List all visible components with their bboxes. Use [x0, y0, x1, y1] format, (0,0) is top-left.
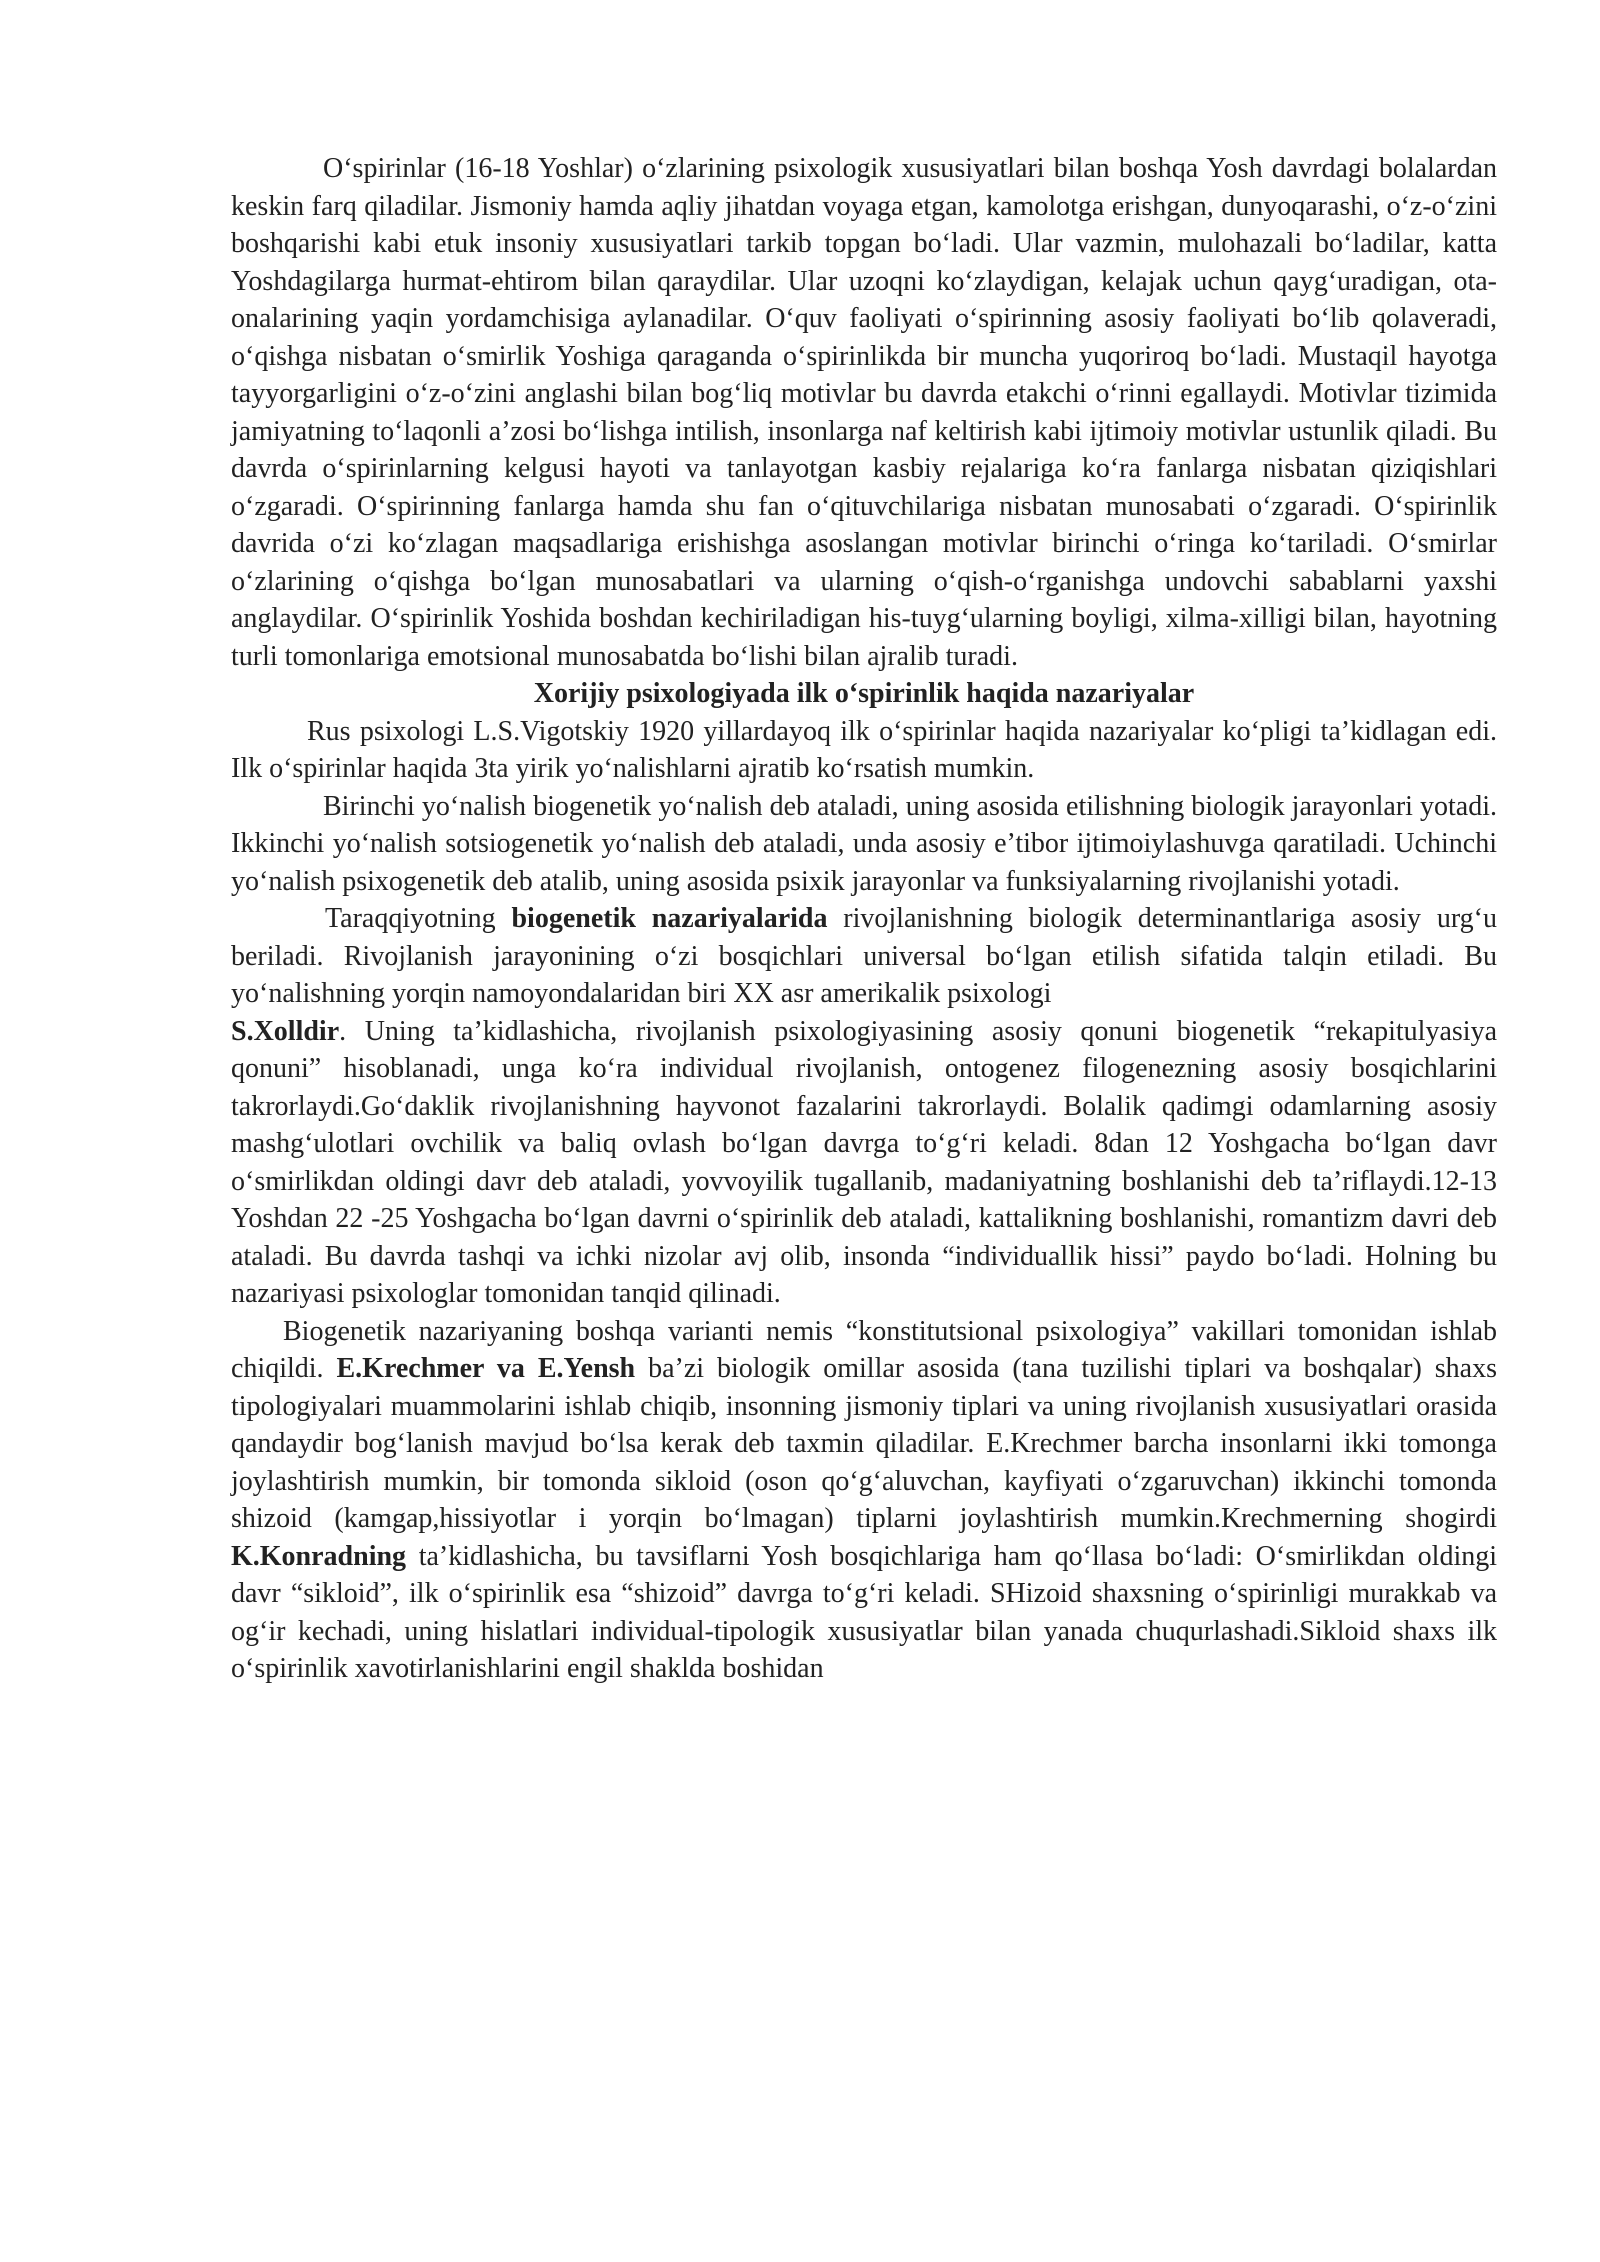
- paragraph-vigotskiy: Rus psixologi L.S.Vigotskiy 1920 yillardayoq ilk o‘spirinlar haqida nazariyalar ko‘pligi ta’kidlagan edi. Ilk o‘spirinlar haqida 3ta yirik yo‘nalishlarni ajratib ko‘rsatish mumkin.: [231, 715, 1497, 784]
- text-run: Biogenetik nazariyaning boshqa varianti nemis “konstitutsional psixologiya” vakillari tomonidan ishlab chiqildi.: [231, 1315, 1497, 1384]
- bold-name-xoll: S.Xolldir: [231, 1015, 340, 1047]
- paragraph-intro: O‘spirinlar (16-18 Yoshlar) o‘zlarining psixologik xususiyatlari bilan boshqa Yosh davrdagi bolalardan keskin farq qiladilar. Jismoniy hamda aqliy jihatdan voyaga etgan, kamolotga erishgan, dunyoqarashi, o‘z-o‘zini boshqarishi kabi etuk insoniy xususiyatlari tarkib topgan bo‘ladi. Ular vazmin, mulohazali bo‘ladilar, katta Yoshdagilarga hurmat-ehtirom bilan qaraydilar. Ular uzoqni ko‘zlaydigan, kelajak uchun qayg‘uradigan, ota-onalarining yaqin yordamchisiga aylanadilar. O‘quv faoliyati o‘spirinning asosiy faoliyati bo‘lib qolaveradi, o‘qishga nisbatan o‘smirlik Yoshiga qaraganda o‘spirinlikda bir muncha yuqoriroq bo‘ladi. Mustaqil hayotga tayyorgarligini o‘z-o‘zini anglashi bilan bog‘liq motivlar bu davrda etakchi o‘rinni egallaydi. Motivlar tizimida jamiyatning to‘laqonli a’zosi bo‘lishga intilish, insonlarga naf keltirish kabi ijtimoiy motivlar ustunlik qiladi. Bu davrda o‘spirinlarning kelgusi hayoti va tanlayotgan kasbiy rejalariga ko‘ra fanlarga nisbatan qiziqishlari o‘zgaradi. O‘spirinning fanlarga hamda shu fan o‘qituvchilariga nisbatan munosabati o‘zgaradi. O‘spirinlik davrida o‘zi ko‘zlagan maqsadlariga erishishga asoslangan motivlar birinchi o‘ringa ko‘tariladi. O‘smirlar o‘zlarining o‘qishga bo‘lgan munosabatlari va ularning o‘qish-o‘rganishga undovchi sabablarni yaxshi anglaydilar. O‘spirinlik Yoshida boshdan kechiriladigan his-tuyg‘ularning boyligi, xilma-xilligi bilan, hayotning turli tomonlariga emotsional munosabatda bo‘lishi bilan ajralib turadi.: [231, 153, 1497, 672]
- paragraph-xoll: [231, 1013, 1497, 1313]
- text-run: . Uning ta’kidlashicha, rivojlanish psixologiyasining asosiy qonuni biogenetik “rekapitulyasiya qonuni” hisoblanadi, unga ko‘ra individual rivojlanish, ontogenez filogenezning asosiy bosqichlarini takrorlaydi.Go‘daklik rivojlanishning hayvonot fazalarini takrorlaydi. Bolalik qadimgi odamlarning asosiy mashg‘ulotlari ovchilik va baliq ovlash bo‘lgan davrga to‘g‘ri keladi. 8dan 12 Yoshgacha bo‘lgan davr o‘smirlikdan oldingi davr deb ataladi, yovvoyilik tugallanib, madaniyatning boshlanishi deb ta’riflaydi.12-13 Yoshdan 22 -25 Yoshgacha bo‘lgan davrni o‘spirinlik deb ataladi, kattalikning boshlanishi, romantizm davri deb ataladi. Bu davrda tashqi va ichki nizolar avj olib, insonda “individuallik hissi” paydo bo‘ladi. Holning bu nazariyasi psixologlar tomonidan tanqid qilinadi.: [231, 1015, 1497, 1309]
- bold-name-krechmer: E.Krechmer va E.Yensh: [336, 1353, 636, 1384]
- text-run: ta’kidlashicha, bu tavsiflarni Yosh bosqichlariga ham qo‘llasa bo‘ladi: O‘smirlikdan oldingi davr “sikloid”, ilk o‘spirinlik esa “shizoid” davrga to‘g‘ri keladi. SHizoid shaxsning o‘spirinligi murakkab va og‘ir kechadi, uning hislatlari individual-tipologik xususiyatlar bilan yanada chuqurlashadi.Sikloid shaxs ilk o‘spirinlik xavotirlanishlarini engil shaklda boshidan: [231, 1540, 1497, 1684]
- paragraph-biogenetic: [231, 900, 1497, 1013]
- bold-name-konrad: K.Konradning: [231, 1540, 407, 1572]
- bold-term-biogenetic: biogenetik nazariyalarida: [511, 903, 828, 934]
- text-run: ba’zi biologik omillar asosida (tana tuzilishi tiplari va boshqalar) shaxs tipologiyalari muammolarini ishlab chiqib, insonning jismoniy tiplari va uning rivojlanish xususiyatlari orasida qandaydir bog‘lanish mavjud bo‘lsa kerak deb taxmin qiladilar. E.Krechmer barcha insonlarni ikki tomonga joylashtirish mumkin, bir tomonda sikloid (oson qo‘g‘aluvchan, kayfiyati o‘zgaruvchan) ikkinchi tomonda shizoid (kamgap,hissiyotlar i yorqin bo‘lmagan) tiplarni joylashtirish mumkin.Krechmerning shogirdi: [231, 1353, 1497, 1534]
- text-run: rivojlanishning biologik determinantlariga asosiy urg‘u beriladi. Rivojlanish jarayonining o‘zi bosqichlari universal bo‘lgan etilish sifatida talqin etiladi. Bu yo‘nalishning yorqin namoyondalaridan biri XX asr amerikalik psixologi: [231, 903, 1497, 1009]
- section-heading: Xorijiy psixologiyada ilk o‘spirinlik haqida nazariyalar: [533, 678, 1195, 709]
- text-run: Taraqqiyotning: [325, 903, 512, 934]
- paragraph-directions: Birinchi yo‘nalish biogenetik yo‘nalish deb ataladi, uning asosida etilishning biologik jarayonlari yotadi. Ikkinchi yo‘nalish sotsiogenetik yo‘nalish deb ataladi, unda asosiy e’tibor ijtimoiylashuvga qaratiladi. Uchinchi yo‘nalish psixogenetik deb atalib, uning asosida psixik jarayonlar va funksiyalarning rivojlanishi yotadi.: [231, 790, 1497, 897]
- document-page: [231, 150, 1497, 1688]
- paragraph-krechmer: [231, 1313, 1497, 1688]
